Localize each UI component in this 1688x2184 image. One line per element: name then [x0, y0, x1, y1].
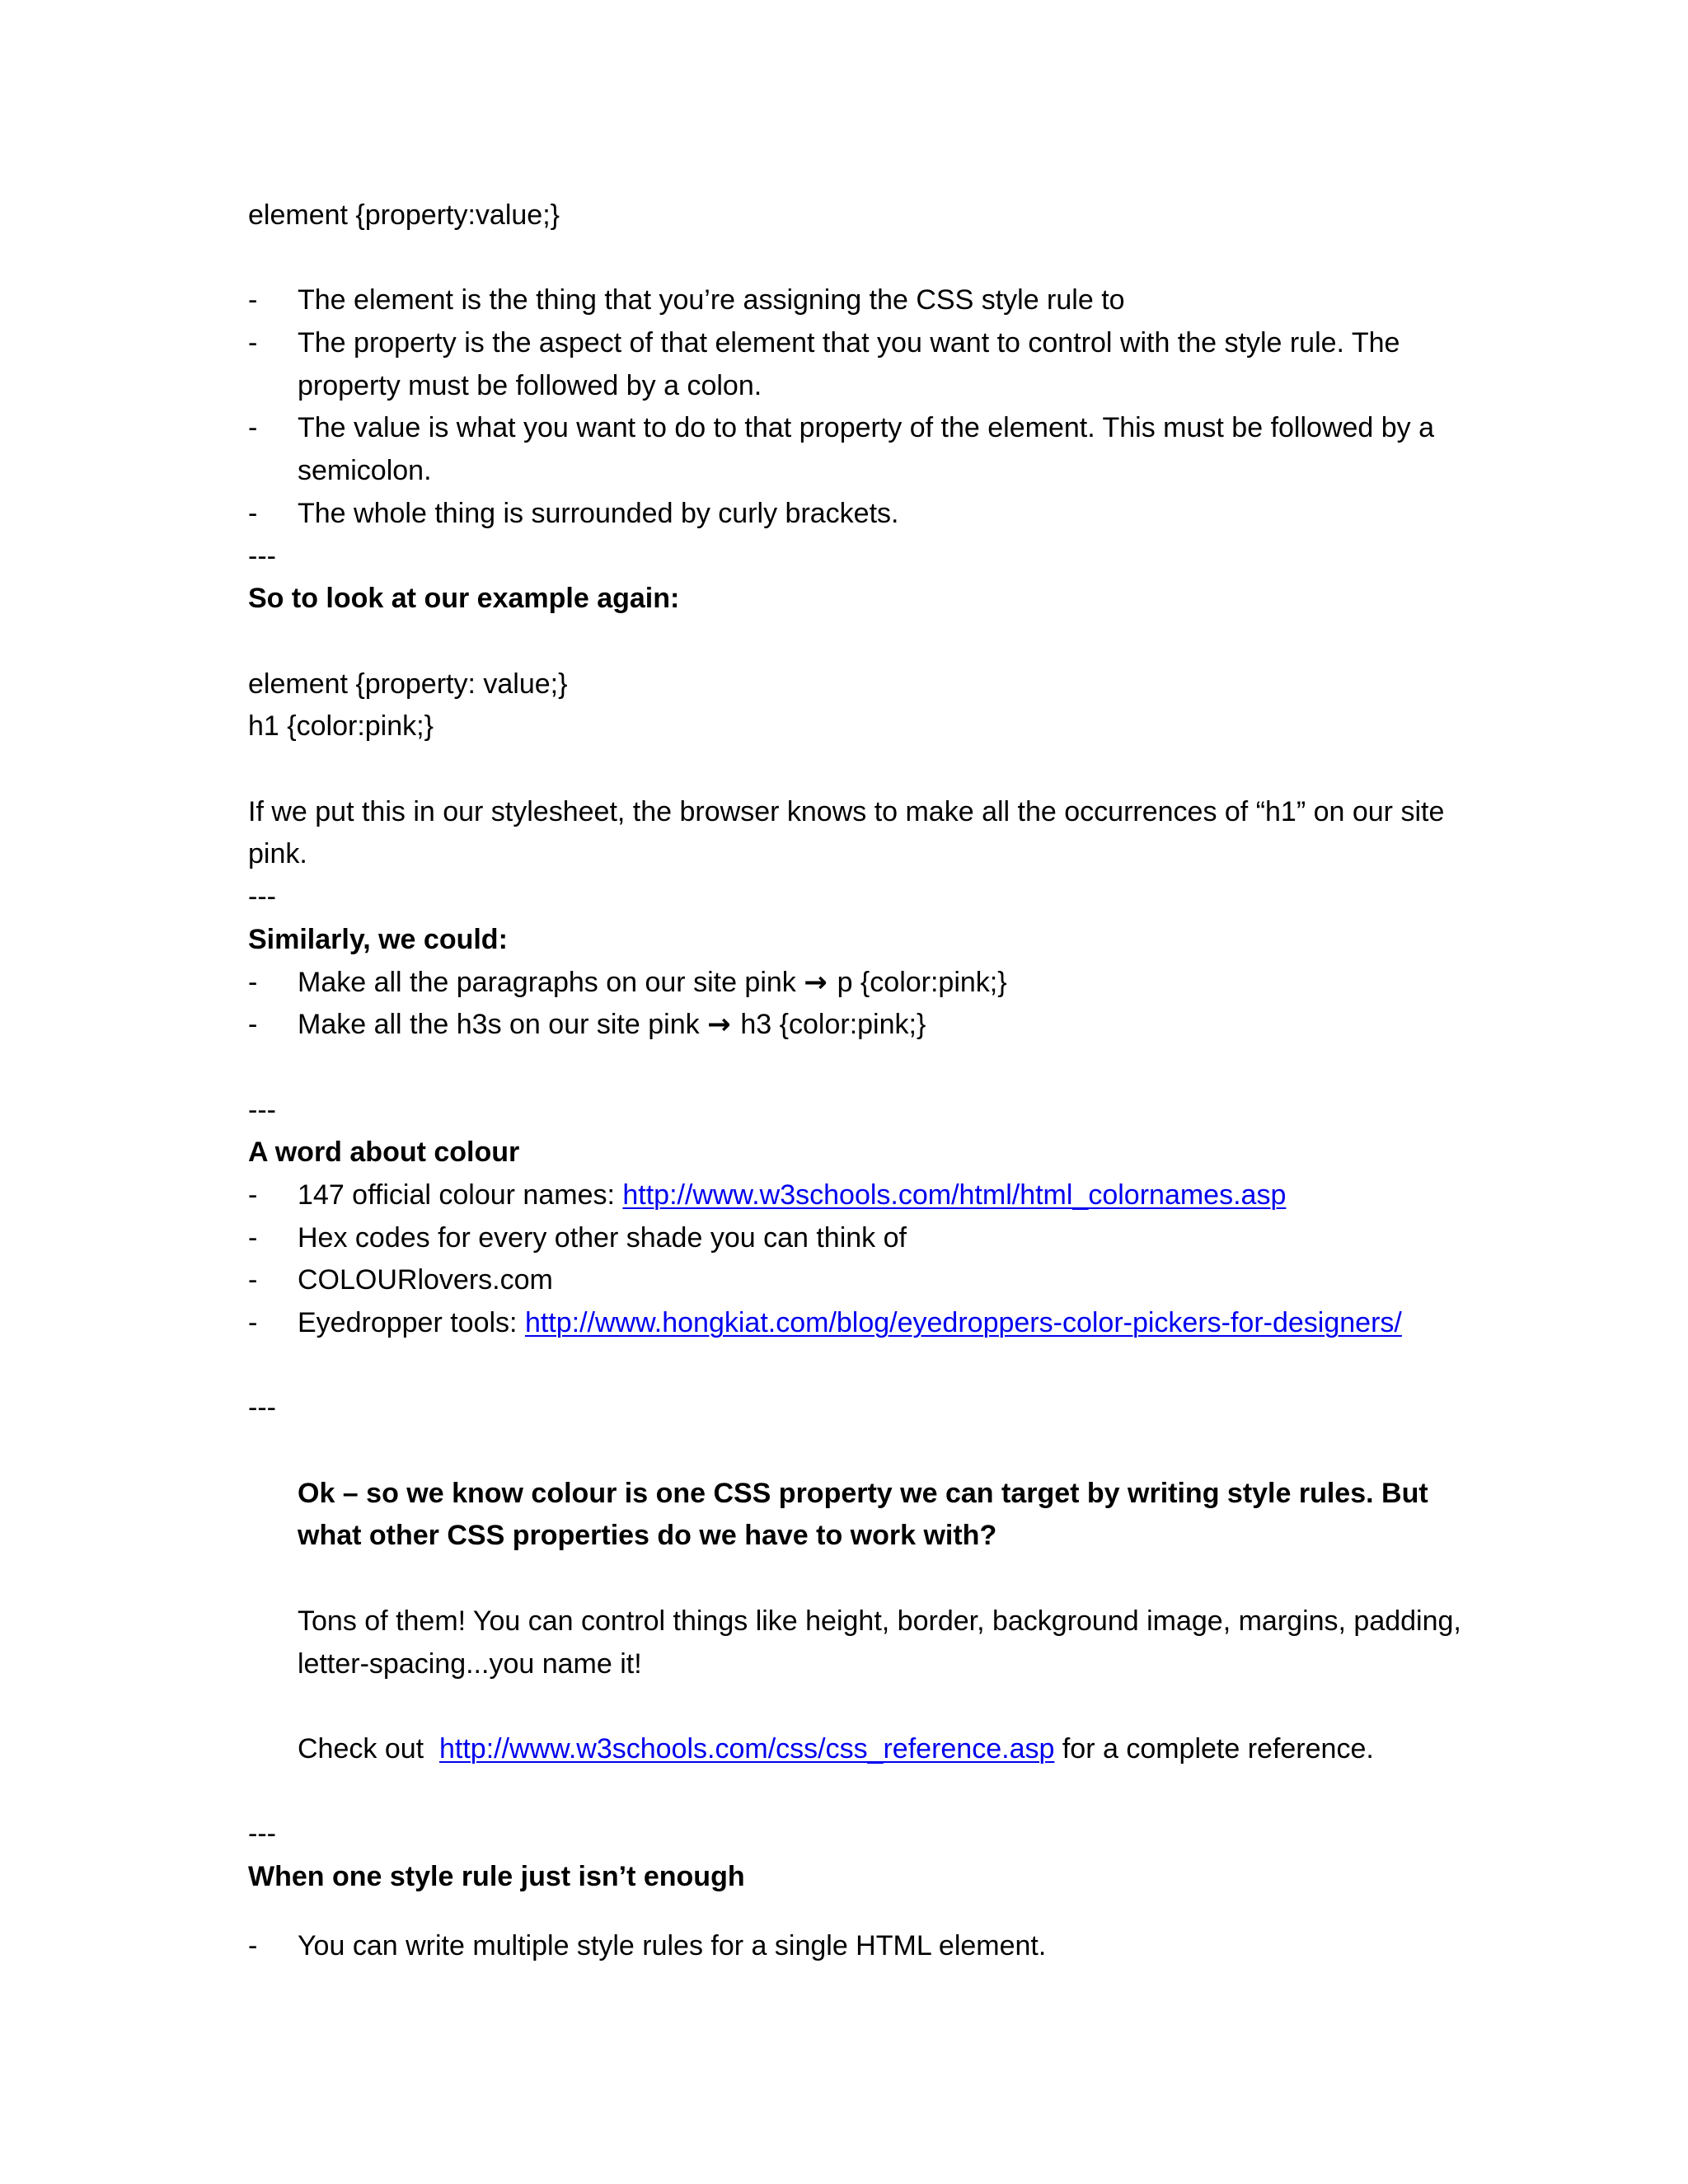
bullet-dash: - [248, 1307, 258, 1338]
section-separator: --- [248, 1392, 276, 1424]
list-item-text: The value is what you want to do to that property of the element. This must be followed by a semicolon. [298, 412, 1435, 487]
blank-line [248, 1558, 1476, 1601]
example-heading: So to look at our example again: [248, 583, 680, 615]
bullet-dash: - [248, 1179, 258, 1211]
arrow-right-icon: → [804, 965, 837, 999]
blank-line [248, 1430, 1476, 1473]
list-item [248, 407, 1476, 492]
list-item-text: 147 official colour names: [298, 1179, 623, 1211]
example-syntax-line: element {property: value;} [248, 668, 568, 700]
list-item [248, 1259, 1476, 1302]
list-item [248, 322, 1476, 407]
arrow-right-icon: → [707, 1008, 741, 1042]
list-item [248, 1925, 1476, 1968]
list-item-text: The element is the thing that you’re assigning the CSS style rule to [298, 284, 1125, 316]
list-item [248, 1174, 1476, 1217]
list-item-text: You can write multiple style rules for a single HTML element. [298, 1929, 1047, 1961]
syntax-line: element {property:value;} [248, 199, 560, 231]
list-item-text: Make all the paragraphs on our site pink [298, 966, 796, 998]
blank-line [248, 1047, 1476, 1090]
bullet-dash: - [248, 327, 258, 359]
bullet-dash: - [248, 412, 258, 444]
bullet-dash: - [248, 1264, 258, 1296]
spacer [248, 1899, 1476, 1925]
section-separator: --- [248, 540, 276, 572]
section-separator: --- [248, 1094, 276, 1126]
bullet-dash: - [248, 966, 258, 998]
list-item [248, 279, 1476, 322]
blank-line [248, 1345, 1476, 1388]
list-item-text: Make all the h3s on our site pink [298, 1009, 700, 1041]
blank-line [248, 621, 1476, 663]
reference-line [248, 1728, 1476, 1771]
reference-suffix: for a complete reference. [1054, 1732, 1374, 1765]
list-item-text: Eyedropper tools: [298, 1307, 525, 1338]
list-item-text: The whole thing is surrounded by curly brackets. [298, 497, 899, 529]
multiple-heading: When one style rule just isn’t enough [248, 1861, 745, 1892]
similarly-heading: Similarly, we could: [248, 923, 508, 955]
colornames-link[interactable]: http://www.w3schools.com/html/html_colornames.asp [622, 1179, 1287, 1211]
list-item-text: The property is the aspect of that element that you want to control with the style rule. The property must be followed by a colon. [298, 327, 1400, 401]
document-body [248, 194, 1476, 1967]
colour-heading: A word about colour [248, 1137, 520, 1169]
list-item-text: Hex codes for every other shade you can think of [298, 1221, 907, 1254]
css-reference-link[interactable]: http://www.w3schools.com/css/css_reference.asp [438, 1732, 1055, 1765]
blank-line [248, 1685, 1476, 1728]
example-code-line: h1 {color:pink;} [248, 710, 434, 743]
list-item [248, 962, 1476, 1005]
example-explanation: If we put this in our stylesheet, the browser knows to make all the occurrences of “h1” on our site pink. [248, 795, 1445, 870]
bullet-dash: - [248, 1009, 258, 1041]
colour-list [248, 1174, 1476, 1345]
reference-prefix: Check out [298, 1732, 432, 1765]
code-snippet: h3 {color:pink;} [740, 1009, 926, 1041]
blank-line [248, 748, 1476, 791]
rules-list [248, 279, 1476, 535]
section-separator: --- [248, 881, 276, 913]
eyedropper-link[interactable]: http://www.hongkiat.com/blog/eyedroppers-color-pickers-for-designers/ [524, 1307, 1402, 1338]
list-item-text: COLOURlovers.com [298, 1264, 553, 1296]
multiple-list [248, 1925, 1476, 1968]
blank-line [248, 1771, 1476, 1814]
list-item [248, 493, 1476, 536]
properties-answer: Tons of them! You can control things like height, border, background image, margins, padding, letter-spacing...you name it! [298, 1605, 1461, 1680]
section-separator: --- [248, 1818, 276, 1850]
similarly-list [248, 962, 1476, 1047]
list-item [248, 1004, 1476, 1047]
properties-question: Ok – so we know colour is one CSS property we can target by writing style rules. But what other CSS properties do we have to work with? [298, 1477, 1428, 1552]
bullet-dash: - [248, 1929, 258, 1961]
list-item [248, 1302, 1476, 1345]
bullet-dash: - [248, 1221, 258, 1254]
blank-line [248, 237, 1476, 280]
bullet-dash: - [248, 284, 258, 316]
bullet-dash: - [248, 497, 258, 529]
list-item [248, 1217, 1476, 1260]
code-snippet: p {color:pink;} [837, 966, 1007, 998]
